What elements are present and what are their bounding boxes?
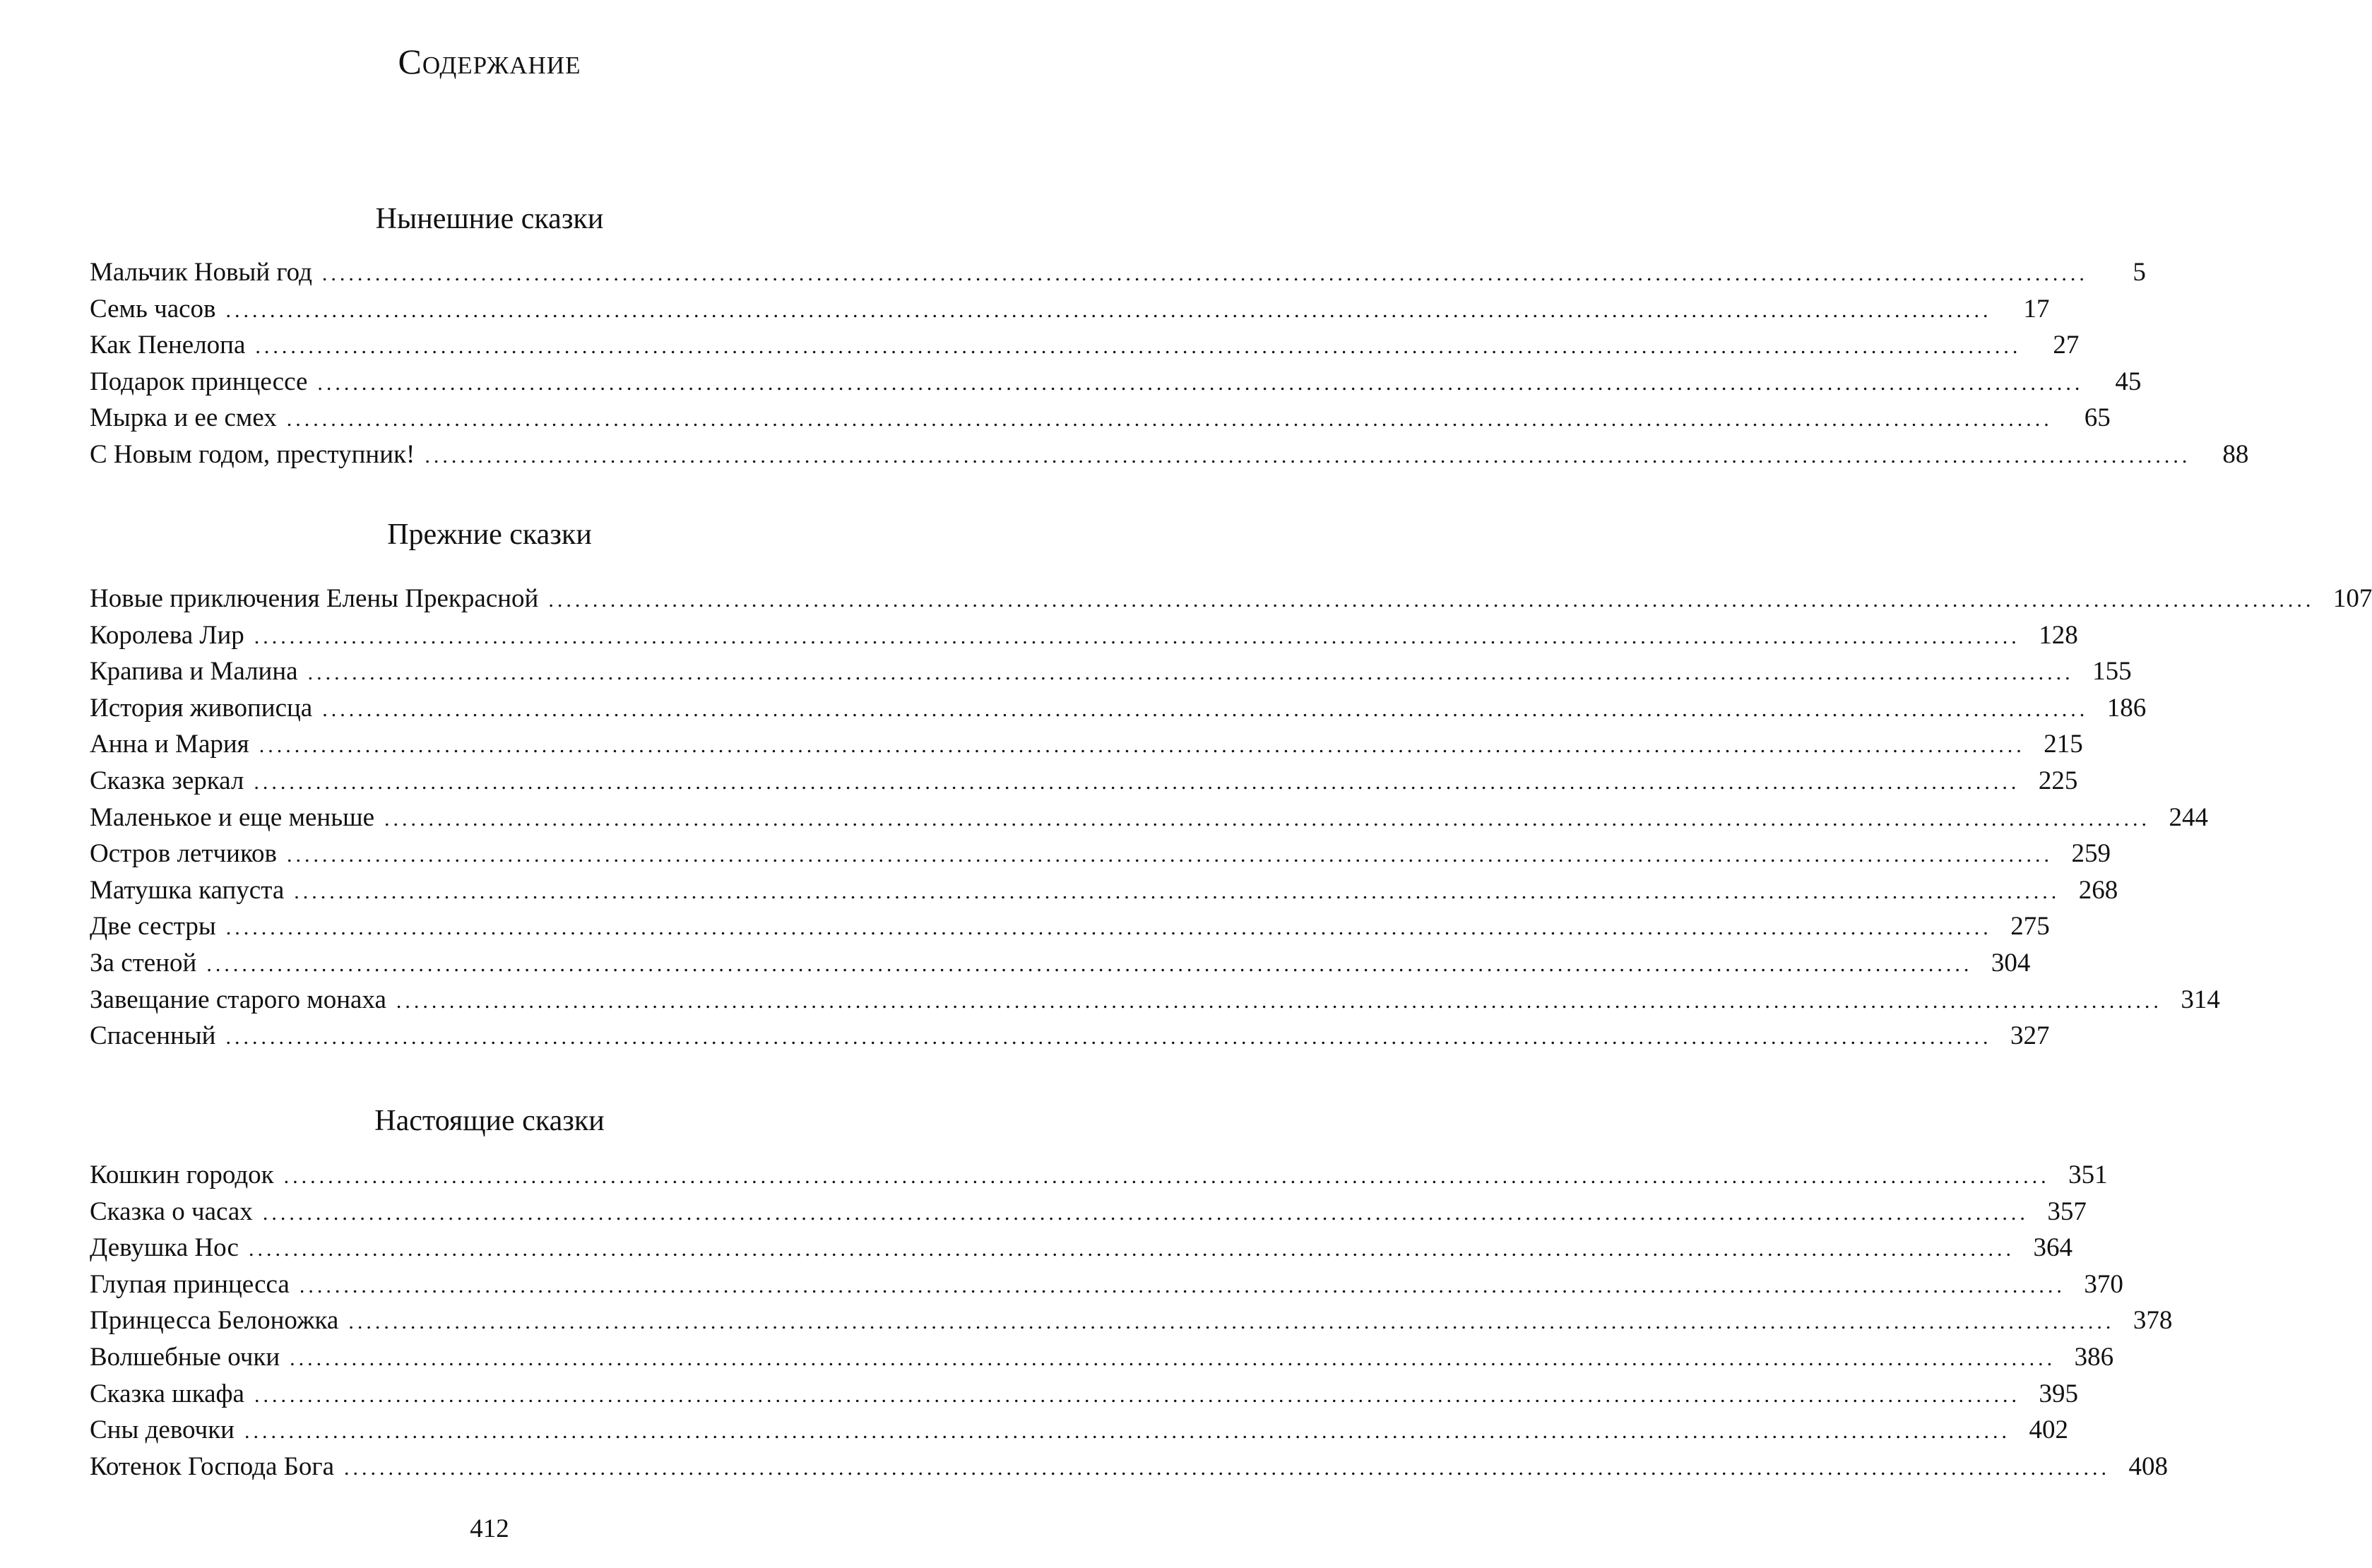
toc-entry — [90, 1194, 2087, 1230]
toc-entry-page: 215 — [2044, 730, 2083, 759]
toc-entry-title: Анна и Мария — [90, 730, 249, 759]
dot-leader: ........................................................................................................................................................................................................ — [322, 697, 2089, 721]
toc-entry-page: 408 — [2128, 1451, 2169, 1481]
toc-entry-title: Остров летчиков — [90, 839, 278, 869]
toc-entry — [90, 1157, 2108, 1194]
dot-leader: ........................................................................................................................................................................................................ — [254, 624, 2020, 648]
toc-entry-title: Волшебные очки — [90, 1342, 280, 1372]
toc-entry — [90, 400, 2111, 436]
toc-entry-title: История живописца — [90, 693, 313, 723]
dot-leader: ........................................................................................................................................................................................................ — [255, 335, 2022, 359]
toc-entry — [90, 690, 2147, 727]
toc-entry — [90, 800, 2208, 836]
dot-leader: ........................................................................................................................................................................................................ — [287, 843, 2053, 867]
toc-entry-page: 65 — [2084, 403, 2111, 433]
dot-leader: ........................................................................................................................................................................................................ — [262, 1201, 2029, 1225]
dot-leader: ........................................................................................................................................................................................................ — [244, 1420, 2010, 1444]
toc-entry-title: За стеной — [90, 948, 197, 978]
dot-leader: ........................................................................................................................................................................................................ — [307, 661, 2074, 685]
toc-entry-page: 186 — [2106, 693, 2147, 723]
dot-leader: ........................................................................................................................................................................................................ — [225, 298, 1992, 322]
dot-leader: ........................................................................................................................................................................................................ — [254, 1383, 2020, 1407]
toc-entry-page: 107 — [2332, 584, 2372, 613]
toc-entry — [90, 1230, 2072, 1266]
toc-entry-page: 386 — [2074, 1342, 2114, 1372]
toc-entry — [90, 364, 2142, 400]
section-entries-current-tales — [90, 254, 2249, 473]
page-title: Содержание — [398, 42, 581, 81]
toc-entry-page: 155 — [2092, 657, 2132, 687]
toc-entry-page: 5 — [2133, 258, 2146, 287]
toc-entry — [90, 1266, 2123, 1303]
toc-entry-page: 128 — [2039, 620, 2078, 650]
toc-entry-page: 275 — [2010, 912, 2050, 942]
toc-entry — [90, 763, 2078, 800]
toc-entry-page: 357 — [2047, 1196, 2087, 1226]
toc-entry — [90, 653, 2132, 690]
dot-leader: ........................................................................................................................................................................................................ — [348, 1310, 2115, 1334]
section-title-former-tales: Прежние сказки — [387, 518, 592, 551]
toc-entry-page: 88 — [2222, 439, 2249, 469]
dot-leader: ........................................................................................................................................................................................................ — [384, 807, 2150, 831]
toc-entry-page: 395 — [2039, 1379, 2078, 1408]
toc-entry-title: Котенок Господа Бога — [90, 1451, 335, 1481]
dot-leader: ........................................................................................................................................................................................................ — [294, 879, 2060, 903]
toc-entry-title: Сны девочки — [90, 1415, 235, 1445]
dot-leader: ........................................................................................................................................................................................................ — [299, 1273, 2065, 1297]
toc-entry-page: 314 — [2181, 985, 2220, 1014]
toc-entry — [90, 254, 2146, 291]
dot-leader: ........................................................................................................................................................................................................ — [396, 989, 2162, 1013]
dot-leader: ........................................................................................................................................................................................................ — [254, 770, 2020, 794]
toc-entry-title: Маленькое и еще меньше — [90, 802, 374, 832]
toc-entry-page: 327 — [2010, 1021, 2050, 1051]
toc-entry-title: Сказка о часах — [90, 1196, 253, 1226]
toc-entry-title: Две сестры — [90, 912, 216, 942]
dot-leader: ........................................................................................................................................................................................................ — [290, 1346, 2056, 1370]
toc-entry — [90, 836, 2111, 872]
section-title-current-tales: Нынешние сказки — [375, 203, 604, 235]
toc-entry-page: 244 — [2169, 802, 2208, 832]
toc-entry — [90, 1412, 2068, 1449]
dot-leader: ........................................................................................................................................................................................................ — [206, 952, 1973, 976]
toc-entry-title: Королева Лир — [90, 620, 244, 650]
section-entries-former-tales — [90, 581, 2372, 1055]
toc-entry — [90, 1376, 2078, 1413]
toc-entry-page: 259 — [2071, 839, 2111, 869]
toc-entry-title: С Новым годом, преступник! — [90, 439, 415, 469]
dot-leader: ........................................................................................................................................................................................................ — [225, 1026, 1992, 1050]
toc-entry-page: 45 — [2115, 367, 2142, 396]
toc-entry — [90, 1018, 2050, 1055]
toc-entry-title: Мальчик Новый год — [90, 258, 312, 287]
toc-entry — [90, 327, 2080, 364]
dot-leader: ........................................................................................................................................................................................................ — [225, 916, 1992, 940]
toc-entry-page: 17 — [2023, 294, 2050, 323]
toc-entry-title: Семь часов — [90, 294, 216, 323]
toc-entry — [90, 1302, 2173, 1339]
dot-leader: ........................................................................................................................................................................................................ — [321, 262, 2088, 285]
toc-entry-page: 225 — [2038, 766, 2078, 795]
toc-entry-title: Как Пенелопа — [90, 331, 246, 360]
toc-entry — [90, 872, 2118, 909]
dot-leader: ........................................................................................................................................................................................................ — [248, 1237, 2015, 1261]
toc-entry-page: 351 — [2068, 1160, 2108, 1189]
toc-entry-page: 370 — [2084, 1269, 2123, 1299]
toc-entry — [90, 1449, 2169, 1485]
toc-entry-page: 378 — [2133, 1306, 2173, 1336]
toc-entry — [90, 945, 2031, 982]
dot-leader: ........................................................................................................................................................................................................ — [286, 408, 2053, 432]
toc-entry-page: 364 — [2033, 1233, 2072, 1263]
toc-entry-page: 402 — [2029, 1415, 2068, 1445]
dot-leader: ........................................................................................................................................................................................................ — [317, 371, 2084, 395]
section-title-real-tales: Настоящие сказки — [374, 1105, 605, 1137]
toc-entry-title: Спасенный — [90, 1021, 216, 1051]
dot-leader: ........................................................................................................................................................................................................ — [548, 588, 2315, 612]
toc-entry — [90, 291, 2050, 328]
toc-entry-title: Подарок принцессе — [90, 367, 308, 396]
dot-leader: ........................................................................................................................................................................................................ — [259, 734, 2025, 758]
toc-entry-title: Завещание старого монаха — [90, 985, 386, 1014]
toc-entry-title: Сказка шкафа — [90, 1379, 244, 1408]
toc-entry — [90, 617, 2078, 654]
toc-entry — [90, 908, 2050, 945]
toc-entry-title: Сказка зеркал — [90, 766, 244, 795]
toc-entry-title: Девушка Нос — [90, 1233, 239, 1263]
section-entries-real-tales — [90, 1157, 2173, 1485]
dot-leader: ........................................................................................................................................................................................................ — [283, 1165, 2050, 1188]
toc-entry — [90, 1339, 2114, 1376]
toc-entry-page: 27 — [2053, 331, 2080, 360]
toc-entry-title: Крапива и Малина — [90, 657, 298, 687]
toc-entry-title: Принцесса Белоножка — [90, 1306, 339, 1336]
toc-entry — [90, 436, 2249, 473]
dot-leader: ........................................................................................................................................................................................................ — [344, 1456, 2111, 1480]
toc-entry-title: Матушка капуста — [90, 875, 285, 905]
toc-entry — [90, 581, 2372, 617]
toc-entry-page: 268 — [2078, 875, 2118, 905]
toc-entry-title: Кошкин городок — [90, 1160, 274, 1189]
dot-leader: ........................................................................................................................................................................................................ — [425, 444, 2191, 468]
toc-entry — [90, 726, 2083, 763]
page-number: 412 — [470, 1514, 509, 1543]
toc-entry-title: Мырка и ее смех — [90, 403, 277, 433]
toc-entry — [90, 982, 2220, 1018]
toc-entry-page: 304 — [1991, 948, 2031, 978]
toc-entry-title: Новые приключения Елены Прекрасной — [90, 584, 539, 613]
toc-entry-title: Глупая принцесса — [90, 1269, 290, 1299]
